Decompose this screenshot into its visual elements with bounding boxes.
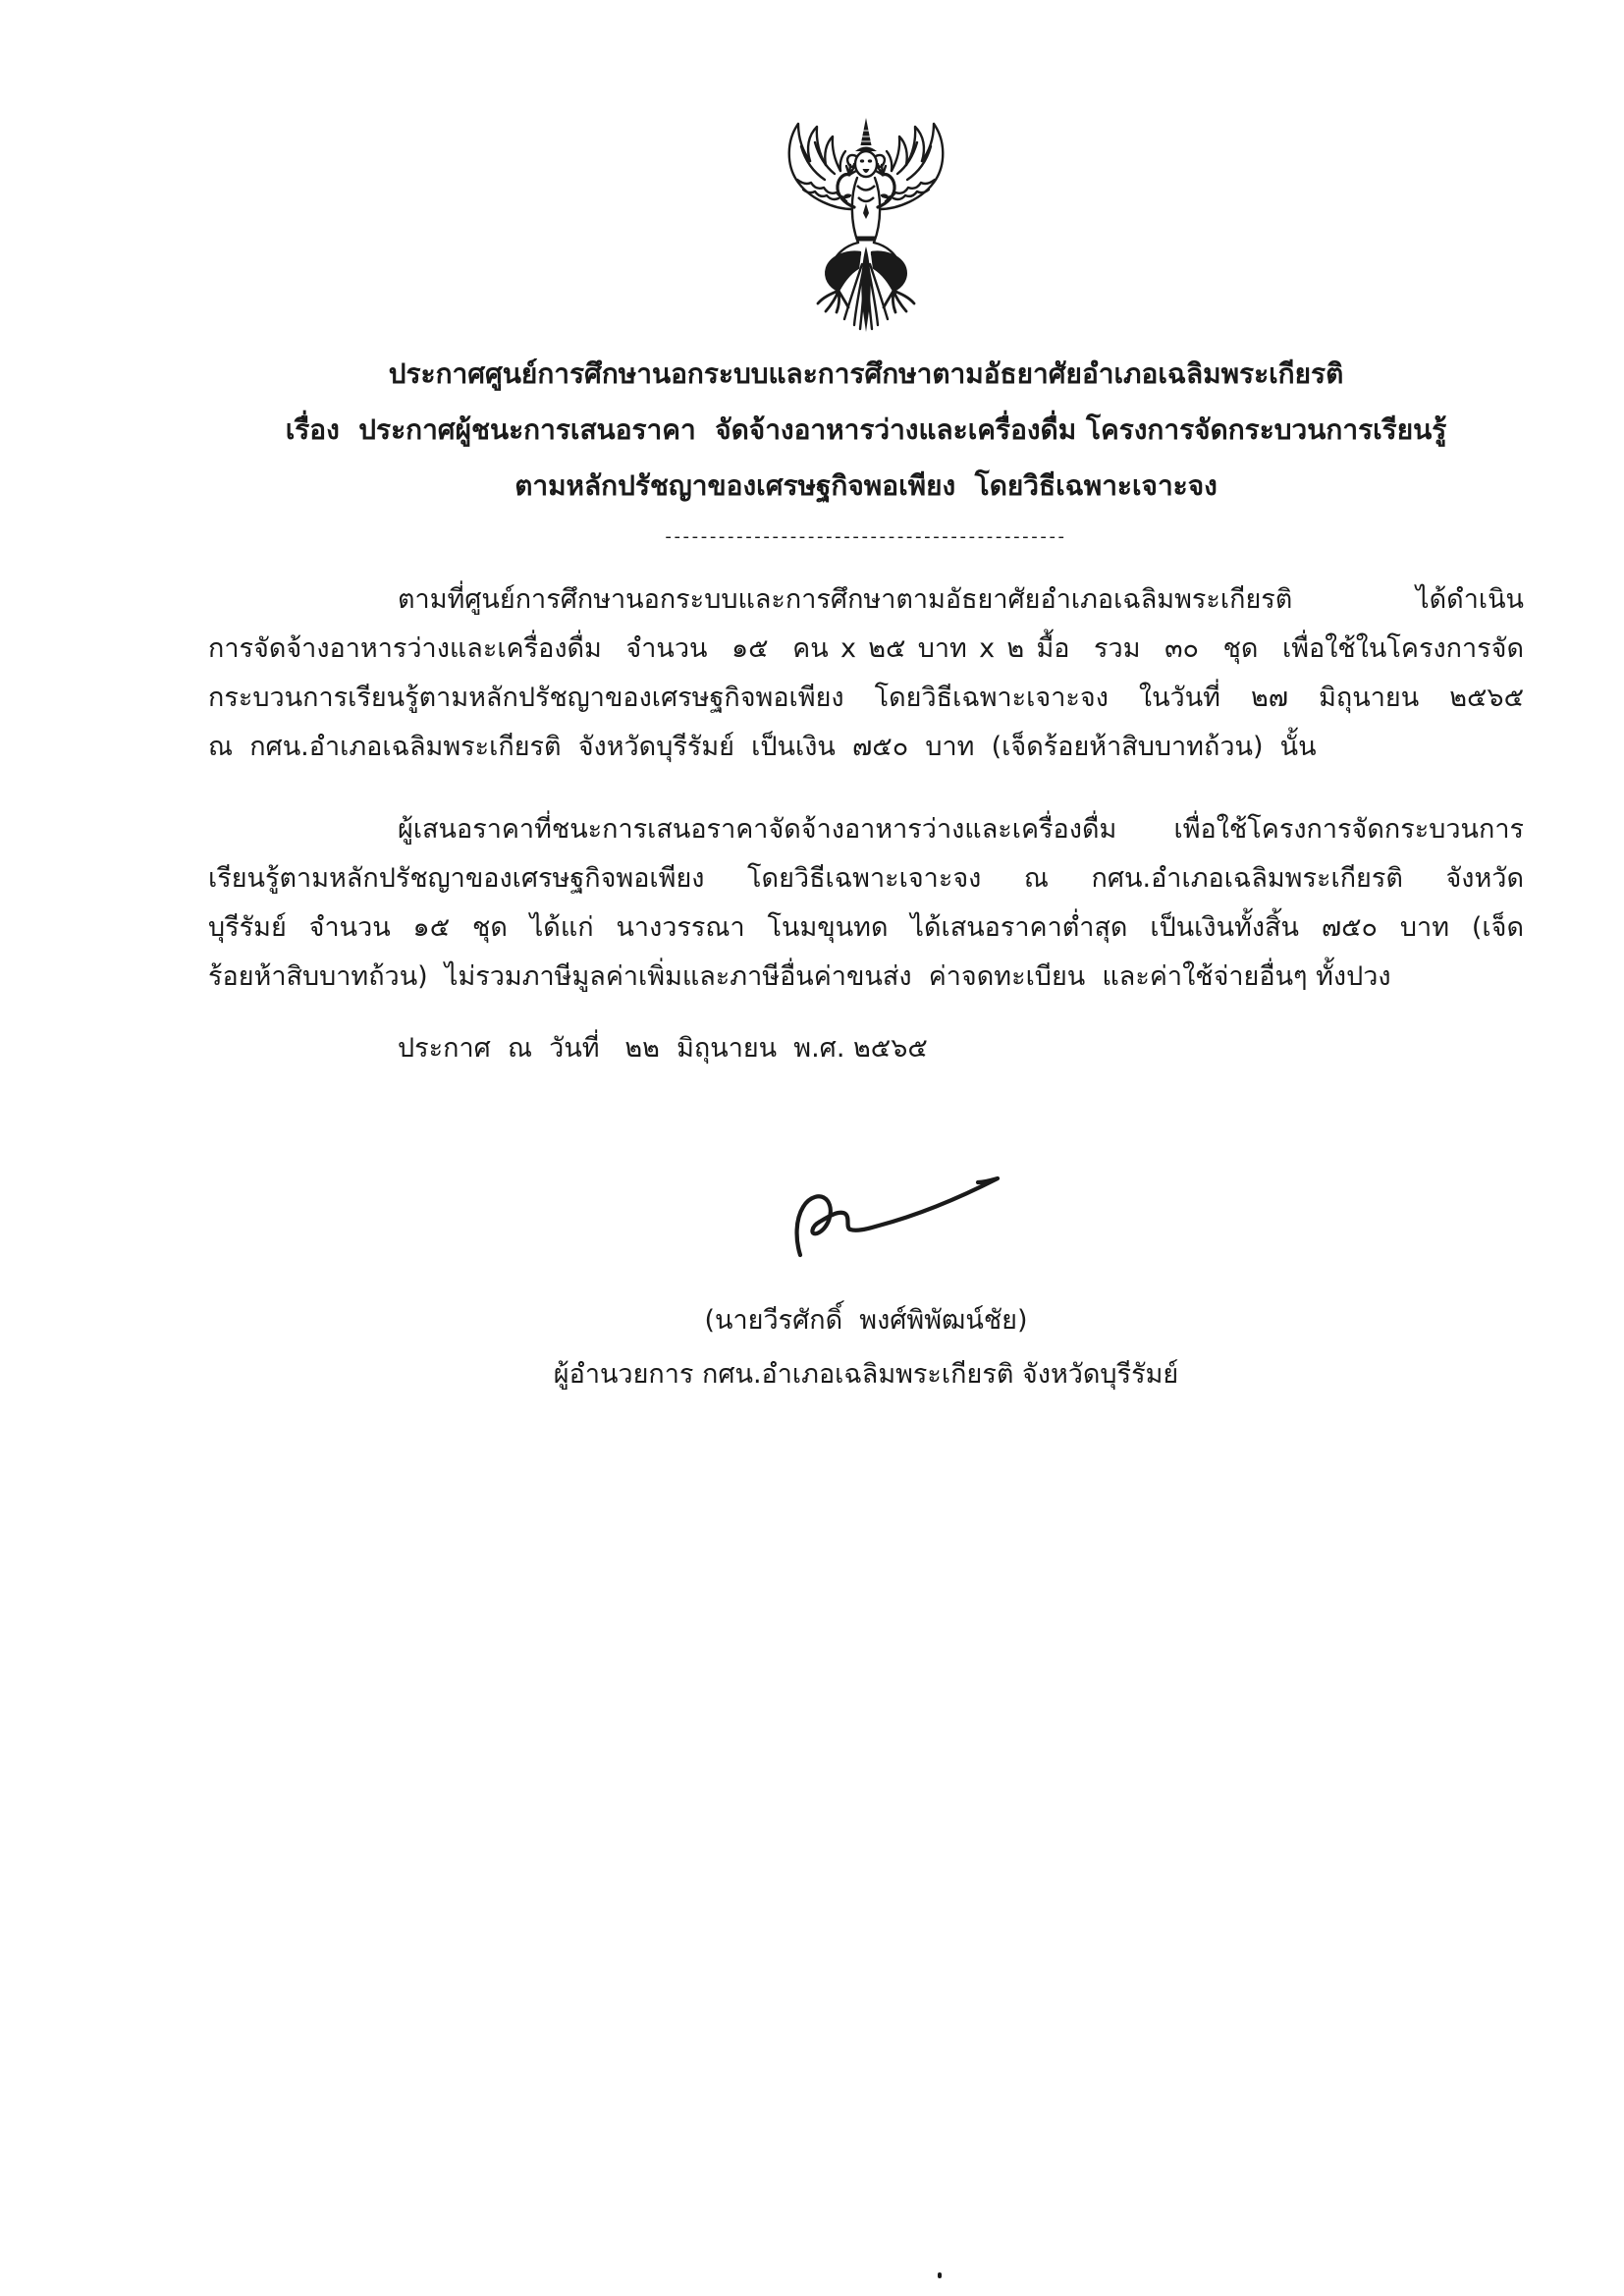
paragraph-winner — [208, 805, 1524, 1002]
title-line: ประกาศศูนย์การศึกษานอกระบบและการศึกษาตามอัธยาศัยอำเภอเฉลิมพระเกียรติ — [388, 357, 1344, 390]
announcement-title — [208, 346, 1524, 514]
paragraph-line: กระบวนการเรียนรู้ตามหลักปรัชญาของเศรษฐกิจพอเพียง โดยวิธีเฉพาะเจาะจง ในวันที่ ๒๗ มิถุนายน ๒๕๖๕ — [208, 683, 1524, 713]
garuda-emblem — [780, 117, 952, 334]
garuda-emblem-icon — [780, 117, 952, 334]
paragraph-line: ตามที่ศูนย์การศึกษานอกระบบและการศึกษาตามอัธยาศัยอำเภอเฉลิมพระเกียรติ ได้ดำเนิน — [398, 584, 1524, 615]
paragraph-line: ผู้เสนอราคาที่ชนะการเสนอราคาจัดจ้างอาหารว่างและเครื่องดื่ม เพื่อใช้โครงการจัดกระบวนการ — [398, 814, 1524, 845]
scan-mark — [938, 2272, 942, 2278]
paragraph-line: เรียนรู้ตามหลักปรัชญาของเศรษฐกิจพอเพียง โดยวิธีเฉพาะเจาะจง ณ กศน.อำเภอเฉลิมพระเกียรติ จังหวัด — [208, 863, 1524, 894]
paragraph-line: ร้อยห้าสิบบาทถ้วน) ไม่รวมภาษีมูลค่าเพิ่มและภาษีอื่นค่าขนส่ง ค่าจดทะเบียน และค่าใช้จ่ายอื่นๆ ทั้งปวง — [208, 961, 1391, 992]
paragraph-background — [208, 575, 1524, 772]
signer-position: ผู้อำนวยการ กศน.อำเภอเฉลิมพระเกียรติ จังหวัดบุรีรัมย์ — [553, 1359, 1179, 1390]
title-divider: --------------------------------------------- — [665, 526, 1067, 547]
document-body — [208, 117, 1524, 1399]
subject-line-continued: ตามหลักปรัชญาของเศรษฐกิจพอเพียง โดยวิธีเฉพาะเจาะจง — [514, 469, 1218, 502]
handwritten-signature — [790, 1171, 1001, 1259]
announcement-date: ประกาศ ณ วันที่ ๒๒ มิถุนายน พ.ศ. ๒๕๖๕ — [398, 1033, 928, 1064]
signature — [790, 1171, 1001, 1259]
paragraph-line: ณ กศน.อำเภอเฉลิมพระเกียรติ จังหวัดบุรีรัมย์ เป็นเงิน ๗๕๐ บาท (เจ็ดร้อยห้าสิบบาทถ้วน) นั้น — [208, 732, 1317, 762]
paragraph-line: การจัดจ้างอาหารว่างและเครื่องดื่ม จำนวน ๑๕ คน x ๒๕ บาท x ๒ มื้อ รวม ๓๐ ชุด เพื่อใช้ในโครงการจัด — [208, 633, 1524, 664]
paragraph-line: บุรีรัมย์ จำนวน ๑๕ ชุด ได้แก่ นางวรรณา โนมขุนทด ได้เสนอราคาต่ำสุด เป็นเงินทั้งสิ้น ๗๕๐ บาท (เจ็ด — [208, 912, 1524, 943]
subject-line: เรื่อง ประกาศผู้ชนะการเสนอราคา จัดจ้างอาหารว่างและเครื่องดื่ม โครงการจัดกระบวนการเรียนรู้ — [285, 413, 1447, 446]
signer-name: (นายวีรศักดิ์ พงศ์พิพัฒน์ชัย) — [704, 1305, 1028, 1336]
